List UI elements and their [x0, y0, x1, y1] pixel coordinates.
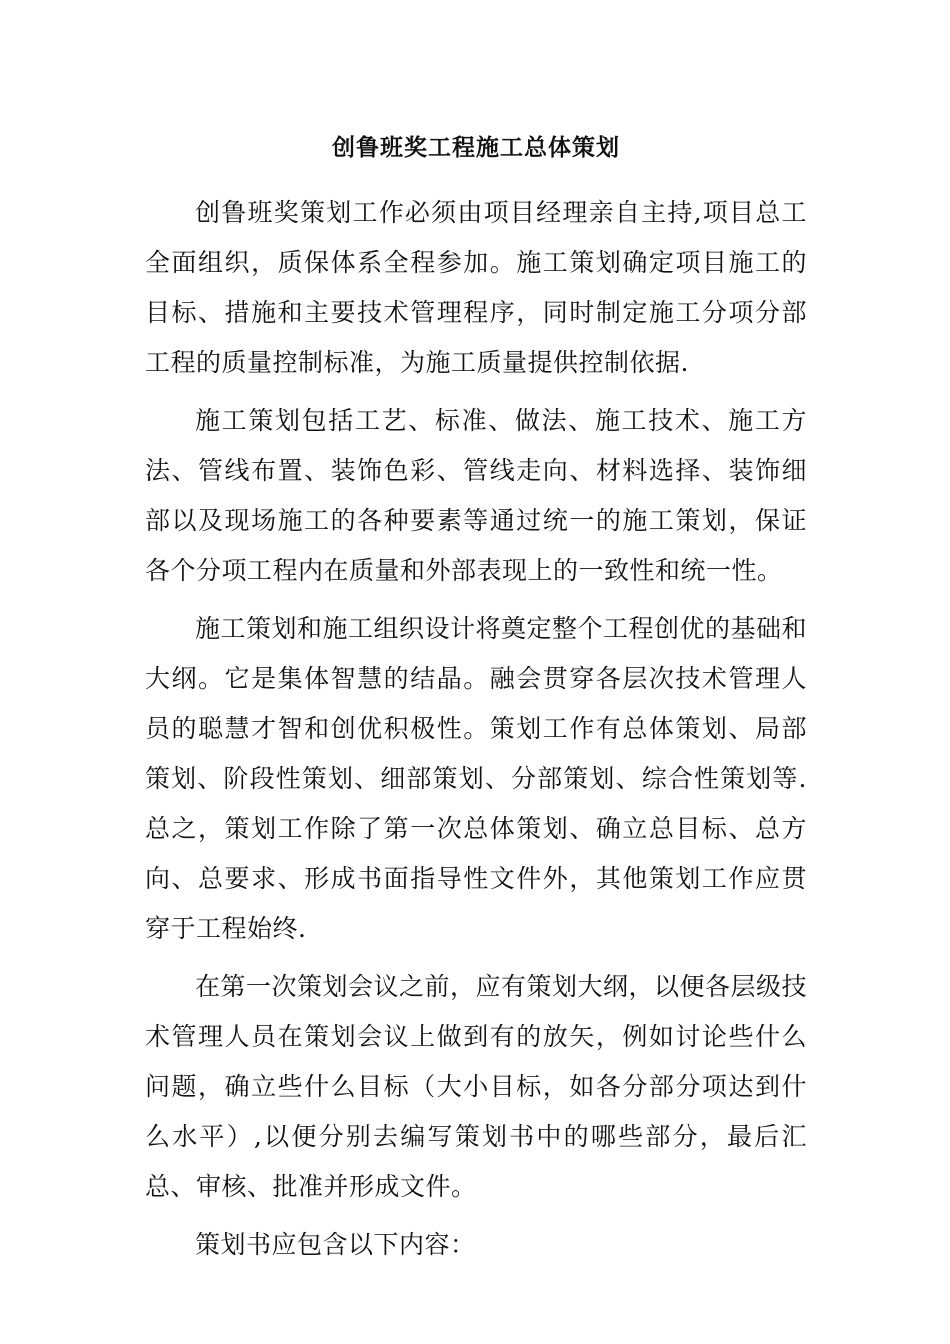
- document-title: 创鲁班奖工程施工总体策划: [332, 135, 620, 161]
- paragraph-2: 施工策划包括工艺、标准、做法、施工技术、施工方法、管线布置、装饰色彩、管线走向、材料选择、装饰细部以及现场施工的各种要素等通过统一的施工策划，保证各个分项工程内在质量和外部表现上的一致性和统一性。: [145, 406, 807, 585]
- document-body: [145, 128, 807, 1278]
- paragraph-4: 在第一次策划会议之前，应有策划大纲，以便各层级技术管理人员在策划会议上做到有的放矢，例如讨论些什么问题，确立些什么目标（大小目标，如各分部分项达到什么水平）,以便分别去编写策划书中的哪些部分，最后汇总、审核、批准并形成文件。: [145, 972, 808, 1201]
- paragraph-1: 创鲁班奖策划工作必须由项目经理亲自主持,项目总工全面组织，质保体系全程参加。施工策划确定项目施工的目标、措施和主要技术管理程序，同时制定施工分项分部工程的质量控制标准，为施工质量提供控制依据.: [145, 198, 807, 377]
- paragraph-5: 策划书应包含以下内容：: [195, 1230, 476, 1259]
- paragraph-3: 施工策划和施工组织设计将奠定整个工程创优的基础和大纲。它是集体智慧的结晶。融会贯穿各层次技术管理人员的聪慧才智和创优积极性。策划工作有总体策划、局部策划、阶段性策划、细部策划、分部策划、综合性策划等.总之，策划工作除了第一次总体策划、确立总目标、总方向、总要求、形成书面指导性文件外，其他策划工作应贯穿于工程始终.: [145, 614, 808, 943]
